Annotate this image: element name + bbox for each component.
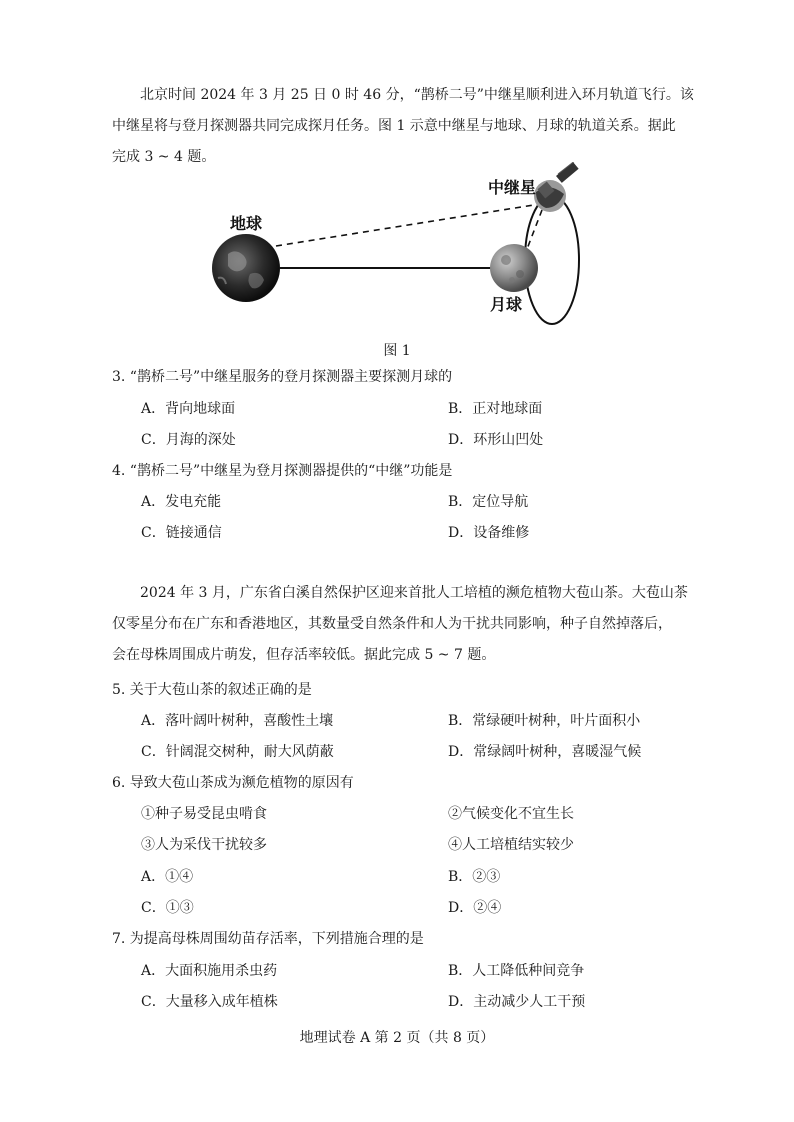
question-6-statement-4: ④人工培植结实较少	[448, 837, 574, 853]
question-4-option-c: C．链接通信	[141, 525, 222, 541]
question-7-option-d: D．主动减少人工干预	[448, 994, 586, 1010]
figure-1-caption: 图 1	[383, 343, 411, 359]
question-5-option-d: D．常绿阔叶树种，喜暖湿气候	[448, 744, 642, 760]
question-7-option-b: B．人工降低种间竞争	[448, 963, 585, 979]
question-5-option-a: A．落叶阔叶树种，喜酸性土壤	[141, 713, 334, 729]
intro-1-line-1: 北京时间 2024 年 3 月 25 日 0 时 46 分，“鹊桥二号”中继星顺利进入环月轨道飞行。该	[140, 87, 694, 103]
label-relay-satellite: 中继星	[488, 178, 537, 197]
question-6-statement-1: ①种子易受昆虫啃食	[141, 806, 267, 822]
label-moon: 月球	[490, 295, 523, 314]
question-3-option-c: C．月海的深处	[141, 432, 236, 448]
intro-1-line-2: 中继星将与登月探测器共同完成探月任务。图 1 示意中继星与地球、月球的轨道关系。据此	[112, 118, 676, 134]
question-7-stem: 7. 为提高母株周围幼苗存活率，下列措施合理的是	[112, 931, 424, 947]
relay-satellite-icon	[534, 162, 579, 212]
question-7-option-c: C．大量移入成年植株	[141, 994, 278, 1010]
question-4-option-a: A．发电充能	[141, 494, 222, 510]
label-earth: 地球	[230, 214, 263, 233]
question-6-option-c: C．①③	[141, 900, 194, 916]
question-3-stem: 3. “鹊桥二号”中继星服务的登月探测器主要探测月球的	[112, 369, 453, 385]
intro-2-line-3: 会在母株周围成片萌发，但存活率较低。据此完成 5 ~ 7 题。	[112, 647, 496, 663]
orbit-diagram-svg	[200, 162, 600, 334]
question-3-option-b: B．正对地球面	[448, 401, 543, 417]
question-6-stem: 6. 导致大苞山茶成为濒危植物的原因有	[112, 775, 354, 791]
moon-icon	[490, 244, 538, 292]
question-6-option-b: B．②③	[448, 869, 501, 885]
earth-icon	[212, 234, 280, 302]
question-6-statement-3: ③人为采伐干扰较多	[141, 837, 267, 853]
question-5-option-c: C．针阔混交树种，耐大风荫蔽	[141, 744, 334, 760]
question-5-stem: 5. 关于大苞山茶的叙述正确的是	[112, 682, 312, 698]
intro-paragraph-2	[112, 578, 688, 671]
question-6-option-d: D．②④	[448, 900, 502, 916]
page-footer: 地理试卷 A 第 2 页（共 8 页）	[299, 1030, 495, 1046]
question-4-stem: 4. “鹊桥二号”中继星为登月探测器提供的“中继”功能是	[112, 463, 453, 479]
question-6-statement-2: ②气候变化不宜生长	[448, 806, 574, 822]
intro-2-line-2: 仅零星分布在广东和香港地区，其数量受自然条件和人为干扰共同影响，种子自然掉落后，	[112, 616, 672, 632]
figure-1-orbit-diagram	[200, 162, 600, 334]
question-6-option-a: A．①④	[141, 869, 194, 885]
earth-relay-dashed-line	[276, 204, 540, 246]
question-4-option-b: B．定位导航	[448, 494, 529, 510]
intro-paragraph-1	[112, 80, 694, 173]
question-7-option-a: A．大面积施用杀虫药	[141, 963, 278, 979]
intro-1-line-3: 完成 3 ~ 4 题。	[112, 149, 216, 165]
question-3-option-a: A．背向地球面	[141, 401, 236, 417]
question-3-option-d: D．环形山凹处	[448, 432, 544, 448]
question-5-option-b: B．常绿硬叶树种，叶片面积小	[448, 713, 641, 729]
intro-2-line-1: 2024 年 3 月，广东省白溪自然保护区迎来首批人工培植的濒危植物大苞山茶。大苞山茶	[140, 585, 688, 601]
question-4-option-d: D．设备维修	[448, 525, 530, 541]
